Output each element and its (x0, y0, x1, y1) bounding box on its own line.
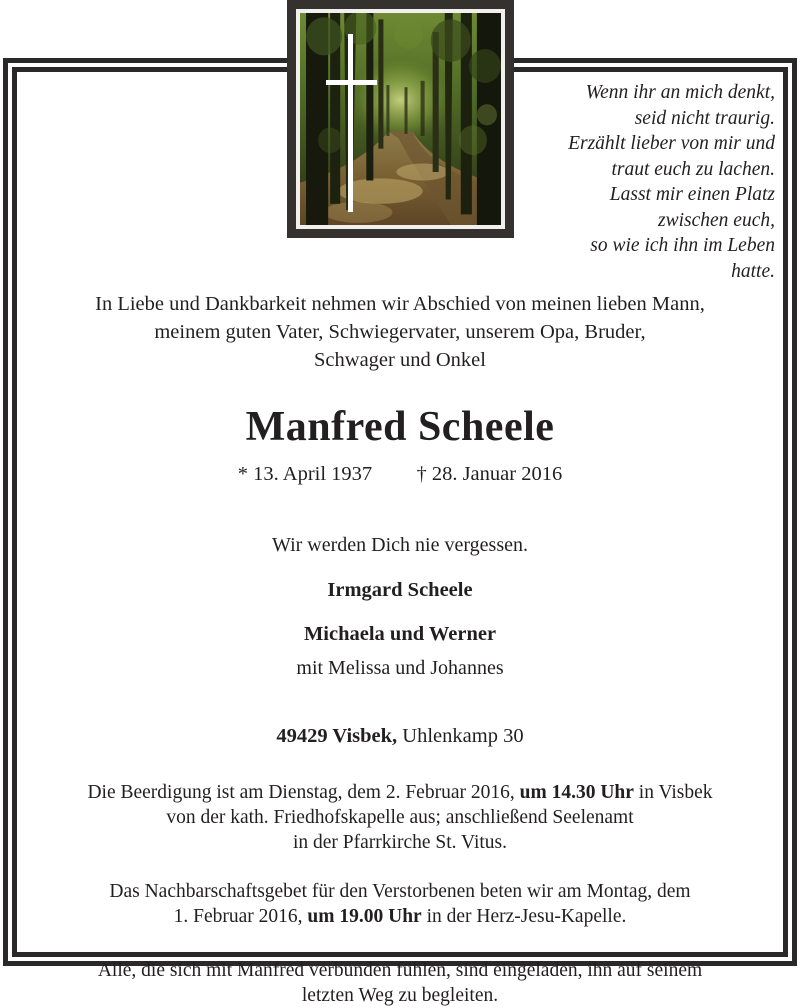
prayer-text-b: in der Herz-Jesu-Kapelle. (421, 906, 627, 927)
birth-symbol: * (237, 463, 249, 485)
cross-horizontal-bar (326, 80, 377, 85)
intro-line: Schwager und Onkel (314, 349, 486, 371)
prayer-line-2 (26, 904, 774, 929)
burial-details (26, 780, 774, 855)
invitation-line: letzten Weg zu begleiten. (301, 985, 499, 1006)
notice-body (26, 290, 774, 1008)
burial-line-2: von der kath. Friedhofskapelle aus; anschließend Seelenamt (166, 807, 634, 828)
introduction-text (26, 290, 774, 374)
forest-scene-graphic (300, 13, 501, 225)
poem-line: Erzählt lieber von mir und (568, 133, 775, 154)
burial-line-3: in der Pfarrkirche St. Vitus. (292, 832, 507, 853)
burial-text-a: Die Beerdigung ist am Dienstag, dem 2. Februar 2016, (87, 782, 520, 803)
intro-line: In Liebe und Dankbarkeit nehmen wir Abschied von meinen lieben Mann, (95, 293, 705, 315)
invitation-line: Alle, die sich mit Manfred verbunden fühlen, sind eingeladen, ihn auf seinem (97, 960, 703, 981)
birth-date: 13. April 1937 (253, 463, 373, 485)
survivor-spouse: Irmgard Scheele (327, 579, 473, 601)
death-date: 28. Januar 2016 (431, 463, 563, 485)
burial-line-1 (26, 780, 774, 805)
remembrance-text: Wir werden Dich nie vergessen. (272, 534, 528, 556)
family-address (26, 723, 774, 749)
address-street: Uhlenkamp 30 (397, 725, 524, 747)
address-city: 49429 Visbek, (276, 725, 398, 747)
poem-line: Lasst mir einen Platz (609, 184, 775, 205)
deceased-name: Manfred Scheele (245, 404, 555, 450)
poem-line: so wie ich ihn im Leben (590, 235, 775, 256)
cross-vertical-bar (348, 34, 353, 212)
prayer-time: um 19.00 Uhr (307, 906, 422, 927)
survivor-grandchildren: mit Melissa und Johannes (296, 657, 504, 679)
death-symbol: † (416, 463, 427, 485)
burial-time: um 14.30 Uhr (519, 782, 634, 803)
survivor-children: Michaela und Werner (303, 623, 497, 645)
forest-path-photograph (300, 13, 501, 225)
photo-mat (296, 9, 505, 229)
poem-line: Wenn ihr an mich denkt, (585, 82, 775, 103)
memorial-poem (520, 80, 775, 284)
prayer-details (26, 879, 774, 929)
memorial-photo-block (287, 0, 514, 238)
poem-line: hatte. (731, 260, 775, 282)
prayer-text-a: 1. Februar 2016, (173, 906, 308, 927)
poem-line: seid nicht traurig. (634, 107, 775, 129)
poem-line: traut euch zu lachen. (611, 158, 775, 180)
burial-text-b: in Visbek (633, 782, 713, 803)
invitation-text (26, 958, 774, 1008)
poem-line: zwischen euch, (658, 209, 775, 231)
intro-line: meinem guten Vater, Schwiegervater, unserem Opa, Bruder, (154, 321, 646, 343)
prayer-line-1: Das Nachbarschaftsgebet für den Verstorbenen beten wir am Montag, dem (109, 881, 691, 902)
life-dates (26, 461, 774, 487)
